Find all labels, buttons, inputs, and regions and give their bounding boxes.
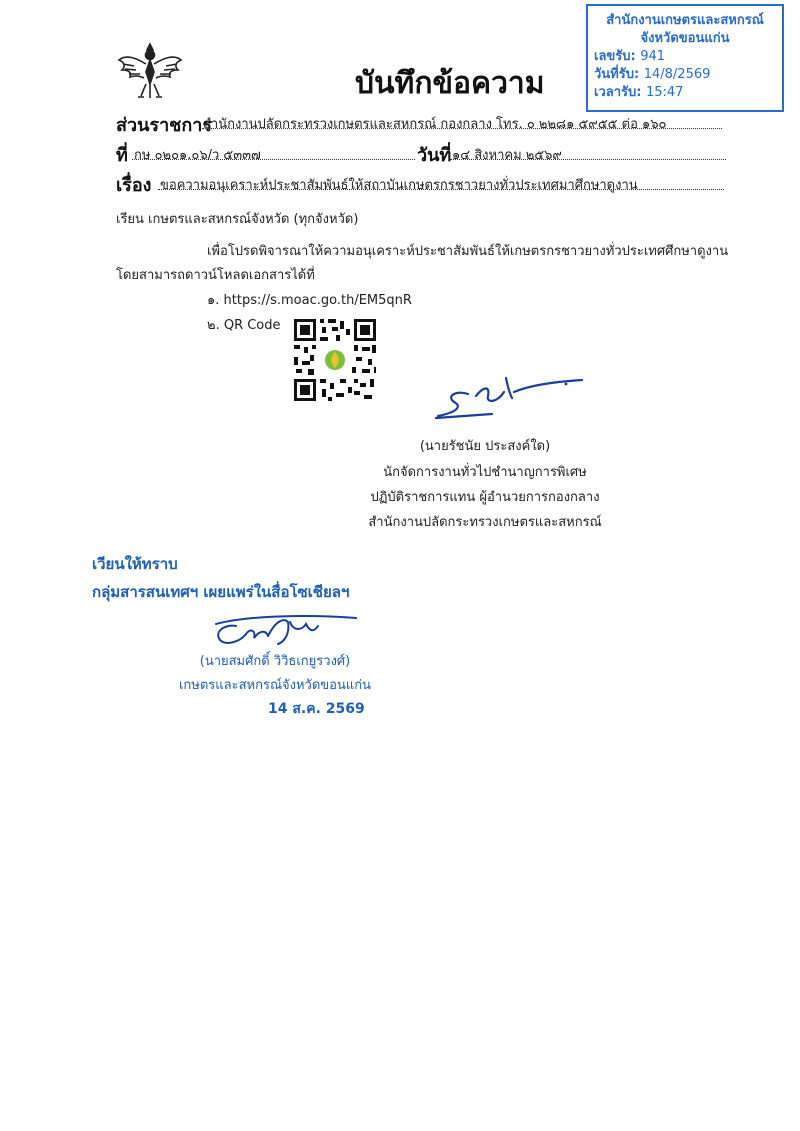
signatory-position1: นักจัดการงานทั่วไปชำนาญการพิเศษ	[383, 465, 587, 480]
date-label: วันที่	[417, 145, 452, 166]
department-label: ส่วนราชการ	[116, 115, 213, 136]
ref-value: กษ ๐๒๐๑.๐๖/ว ๕๓๓๗	[134, 148, 261, 163]
qr-code-icon	[292, 317, 378, 403]
circulation-date: 14 ส.ค. 2569	[268, 701, 365, 717]
signature-2-icon	[206, 612, 362, 652]
subject-underline	[158, 189, 724, 190]
circulation-line1: เวียนให้ทราบ	[92, 555, 178, 573]
circulation-signer-position: เกษตรและสหกรณ์จังหวัดขอนแก่น	[178, 678, 372, 693]
signatory-position3: สำนักงานปลัดกระทรวงเกษตรและสหกรณ์	[368, 515, 602, 530]
date-underline	[450, 159, 726, 160]
stamp-receipt-no-value: 941	[640, 49, 666, 64]
signatory-position2: ปฏิบัติราชการแทน ผู้อำนวยการกองกลาง	[370, 490, 600, 505]
subject-label: เรื่อง	[116, 175, 152, 196]
stamp-date-value: 14/8/2569	[643, 67, 711, 82]
stamp-time-label: เวลารับ:	[594, 85, 642, 100]
circulation-line2: กลุ่มสารสนเทศฯ เผยแพร่ในสื่อโซเชียลฯ	[92, 583, 350, 601]
body-paragraph-line1: เพื่อโปรดพิจารณาให้ความอนุเคราะห์ประชาสัมพันธ์ให้เกษตรกรชาวยางทั่วประเทศศึกษาดูงาน	[207, 244, 729, 259]
ref-label: ที่	[116, 145, 128, 166]
stamp-time-value: 15:47	[645, 85, 684, 100]
memo-title: บันทึกข้อความ	[355, 66, 545, 101]
garuda-emblem-icon	[116, 40, 184, 102]
department-underline	[202, 128, 722, 129]
department-value: สำนักงานปลัดกระทรวงเกษตรและสหกรณ์ กองกลาง โทร. ๐ ๒๒๘๑ ๕๙๕๕ ต่อ ๑๖๐	[203, 117, 667, 132]
stamp-time	[594, 84, 776, 102]
subject-value: ขอความอนุเคราะห์ประชาสัมพันธ์ให้สถาบันเกษตรกรชาวยางทั่วประเทศมาศึกษาดูงาน	[160, 178, 638, 193]
qr-code-item: ๒. QR Code	[207, 318, 281, 333]
stamp-date-label: วันที่รับ:	[594, 67, 640, 82]
stamp-receipt-no-label: เลขรับ:	[594, 49, 636, 64]
salutation: เรียน เกษตรและสหกรณ์จังหวัด (ทุกจังหวัด)	[116, 212, 359, 227]
body-paragraph-line2: โดยสามารถดาวน์โหลดเอกสารได้ที่	[116, 268, 315, 283]
download-link-item: ๑. https://s.moac.go.th/EM5qnR	[207, 293, 412, 308]
stamp-office: สำนักงานเกษตรและสหกรณ์	[606, 13, 764, 28]
ref-underline	[132, 159, 415, 160]
signature-icon	[432, 366, 592, 424]
receipt-stamp	[586, 4, 784, 112]
stamp-province: จังหวัดขอนแก่น	[640, 31, 730, 46]
stamp-receipt-no	[594, 48, 776, 66]
stamp-date	[594, 66, 776, 84]
circulation-signer-name: (นายสมศักดิ์ วิวิธเกยูรวงศ์)	[199, 654, 351, 669]
signatory-name: (นายรัชนัย ประสงค์ใด)	[419, 439, 551, 454]
date-value: ๑๔ สิงหาคม ๒๕๖๙	[452, 148, 562, 163]
